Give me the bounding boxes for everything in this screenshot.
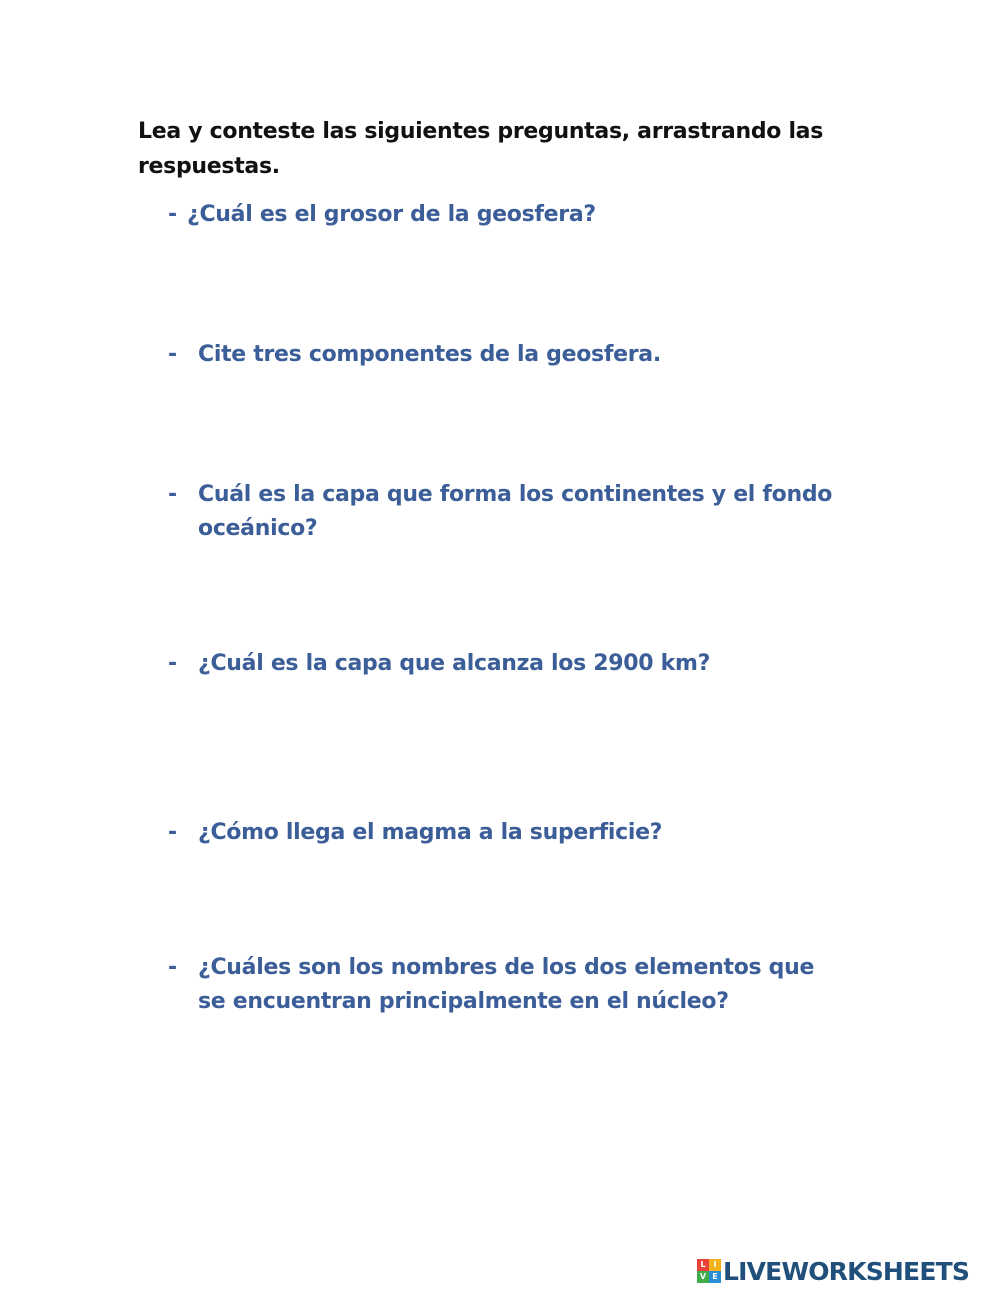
question-item [168, 338, 848, 372]
logo-letter-v: V [697, 1271, 709, 1283]
question-text: ¿Cuáles son los nombres de los dos elementos que se encuentran principalmente en el núcleo? [198, 955, 815, 1014]
bullet-dash: - [168, 820, 177, 845]
question-text: ¿Cómo llega el magma a la superficie? [198, 820, 663, 845]
bullet-dash: - [168, 342, 177, 367]
logo-letter-l: L [697, 1259, 709, 1271]
question-text: ¿Cuál es el grosor de la geosfera? [187, 202, 596, 227]
bullet-dash: - [168, 202, 177, 227]
question-item [168, 478, 848, 546]
bullet-dash: - [168, 955, 177, 980]
question-item [168, 198, 848, 232]
logo-mark-icon [697, 1259, 721, 1283]
logo-letter-i: I [709, 1259, 721, 1271]
liveworksheets-logo [697, 1254, 969, 1288]
question-item [168, 647, 848, 681]
instruction-text: Lea y conteste las siguientes preguntas, arrastrando las respuestas. [138, 119, 824, 179]
question-item [168, 816, 848, 850]
logo-text: LIVEWORKSHEETS [723, 1256, 970, 1286]
question-text: Cite tres componentes de la geosfera. [198, 342, 661, 367]
question-text: Cuál es la capa que forma los continentes y el fondo oceánico? [198, 482, 833, 541]
question-text: ¿Cuál es la capa que alcanza los 2900 km? [198, 651, 711, 676]
bullet-dash: - [168, 651, 177, 676]
bullet-dash: - [168, 482, 177, 507]
question-item [168, 951, 848, 1019]
logo-letter-e: E [709, 1271, 721, 1283]
